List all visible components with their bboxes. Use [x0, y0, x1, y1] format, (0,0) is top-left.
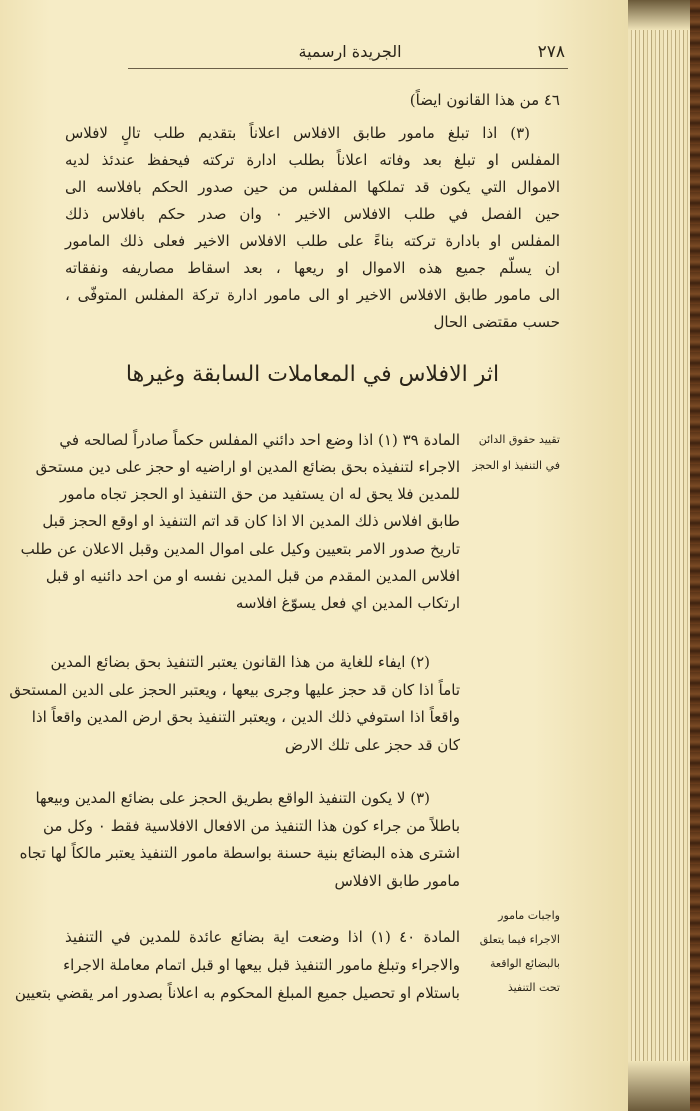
running-header: الجريدة ارسمية	[298, 42, 402, 61]
margin-note-line: تقييد حقوق الدائن	[478, 433, 560, 446]
text-line: المفلس او تبلغ بعد وفاته اعلاناً بطلب ادارة تركته فيحفظ عندئذ لديه	[65, 151, 560, 169]
text-line: (٣) اذا تبلغ مامور طابق الافلاس اعلاناً بتقديم طلب تالٍ لافلاس	[65, 124, 530, 142]
text-line: المفلس او بادارة تركته بناءً على طلب الافلاس الاخير فعلى ذلك المامور	[65, 232, 560, 250]
text-line: المادة ٤٠ (١) اذا وضعت اية بضائع عائدة للمدين في التنفيذ	[65, 928, 460, 946]
header-rule	[128, 68, 568, 69]
text-line: اشترى هذه البضائع بنية حسنة بواسطة مامور التنفيذ يعتبر مالكاً لها تجاه	[19, 844, 460, 862]
text-line: الاجراء لتنفيذه بحق بضائع المدين او اراضيه او حجز على دين مستحق	[35, 458, 460, 476]
section-heading: اثر الافلاس في المعاملات السابقة وغيرها	[125, 362, 500, 387]
text-line: (٢) ايفاء للغاية من هذا القانون يعتبر التنفيذ بحق بضائع المدين	[50, 653, 430, 671]
text-line: مامور طابق الافلاس	[334, 872, 460, 890]
text-line: والاجراء وتبلغ مامور التنفيذ قبل بيعها او قبل اتمام معاملة الاجراء	[63, 956, 460, 974]
text-line: تاريخ صدور الامر بتعيين وكيل على اموال المدين وقبل الاعلان عن طلب	[20, 540, 460, 558]
text-line: ان يسلّم جميع هذه الاموال او ريعها ، بعد اسقاط مصاريفه ونفقاته	[65, 259, 560, 277]
text-line: افلاس المدين المقدم من قبل المدين نفسه او من احد دائنيه او قبل	[45, 567, 460, 585]
text-line: تاماً اذا كان قد حجز عليها وجرى بيعها ، ويعتبر الحجز على الدين المستحق	[9, 681, 460, 699]
page-edges	[628, 0, 690, 1111]
margin-note-line: بالبضائع الواقعة	[490, 957, 560, 970]
margin-note-line: الاجراء فيما يتعلق	[479, 933, 560, 946]
text-line: حين الفصل في طلب الافلاس الاخير ٠ وان صدر حكم بافلاس ذلك	[65, 205, 561, 223]
page-number: ٢٧٨	[537, 42, 565, 62]
margin-note	[466, 432, 560, 474]
text-line: كان قد حجز على تلك الارض	[284, 736, 460, 754]
margin-note-line: في التنفيذ او الحجز	[472, 459, 560, 472]
text-line: الاموال التي يكون قد تملكها المفلس من حين صدور الحكم بافلاسه الى	[65, 178, 560, 196]
background-surface	[690, 0, 700, 1111]
text-line: (٣) لا يكون التنفيذ الواقع بطريق الحجز على بضائع المدين وبيعها	[35, 789, 430, 807]
text-line: باطلاً من جراء كون هذا التنفيذ من الافعال الافلاسية فقط ٠ وكل من	[43, 817, 460, 835]
text-line: باستلام او تحصيل جميع المبلغ المحكوم به اعلاناً بصدور امر يقضي بتعيين	[14, 984, 460, 1002]
text-line: الى مامور طابق الافلاس الاخير او الى مامور ادارة تركة المفلس المتوفّى ،	[65, 286, 560, 304]
text-line: للمدين فلا يحق له ان يستفيد من حق التنفيذ او الحجز تجاه مامور	[60, 485, 460, 503]
text-line: طابق افلاس ذلك المدين الا اذا كان قد اتم التنفيذ او اوقع الحجز قبل	[42, 512, 460, 530]
text-line: واقعاً اذا استوفي ذلك الدين ، ويعتبر التنفيذ بحق ارض المدين واقعاً اذا	[31, 708, 460, 726]
text-line: حسب مقتضى الحال	[433, 313, 560, 331]
margin-note-line: تحت التنفيذ	[507, 981, 560, 994]
text-line: ٤٦ من هذا القانون ايضاً)	[409, 91, 560, 109]
text-line: ارتكاب المدين اي فعل يسوّغ افلاسه	[235, 594, 460, 612]
text-line: المادة ٣٩ (١) اذا وضع احد دائني المفلس حكماً صادراً لصالحه في	[59, 431, 460, 449]
margin-note	[466, 908, 560, 996]
margin-note-line: واجبات مامور	[498, 909, 560, 922]
